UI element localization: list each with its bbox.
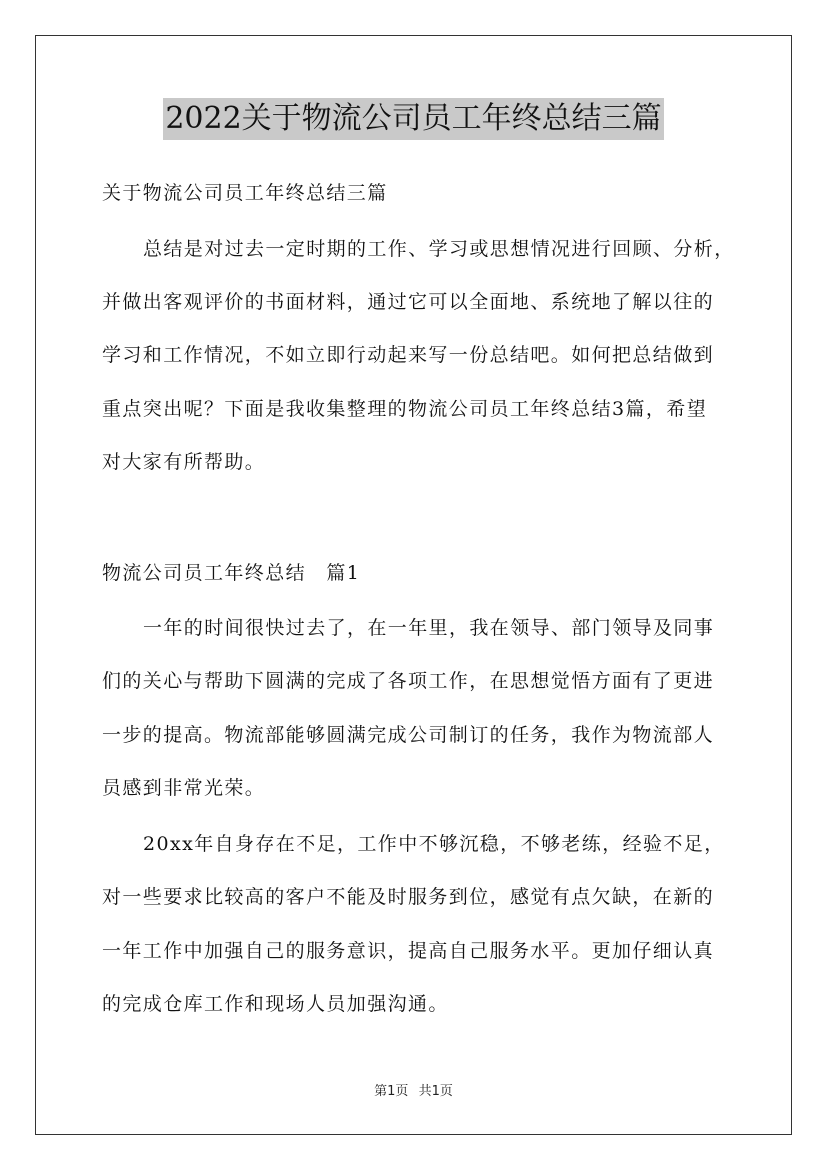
document-subtitle: 关于物流公司员工年终总结三篇	[102, 182, 388, 204]
intro-line-4: 重点突出呢？下面是我收集整理的物流公司员工年终总结3篇，希望	[102, 398, 708, 420]
para2-line-1: 20xx年自身存在不足，工作中不够沉稳，不够老练，经验不足，	[143, 833, 725, 855]
title-container	[0, 98, 827, 140]
para1-line-2: 们的关心与帮助下圆满的完成了各项工作，在思想觉悟方面有了更进	[102, 670, 715, 692]
para2-line-2: 对一些要求比较高的客户不能及时服务到位，感觉有点欠缺，在新的	[102, 886, 715, 908]
page-footer	[0, 1084, 827, 1100]
para2-line-3: 一年工作中加强自己的服务意识，提高自己服务水平。更加仔细认真	[102, 940, 715, 962]
document-title: 2022关于物流公司员工年终总结三篇	[163, 98, 663, 140]
page-total: 共1页	[418, 1084, 453, 1099]
para1-line-3: 一步的提高。物流部能够圆满完成公司制订的任务，我作为物流部人	[102, 724, 715, 746]
intro-line-3: 学习和工作情况，不如立即行动起来写一份总结吧。如何把总结做到	[102, 344, 715, 366]
page-number: 第1页	[374, 1084, 409, 1099]
para1-line-4: 员感到非常光荣。	[102, 777, 266, 799]
intro-line-1: 总结是对过去一定时期的工作、学习或思想情况进行回顾、分析，	[143, 238, 735, 260]
para2-line-4: 的完成仓库工作和现场人员加强沟通。	[102, 993, 449, 1015]
intro-line-5: 对大家有所帮助。	[102, 451, 266, 473]
intro-line-2: 并做出客观评价的书面材料，通过它可以全面地、系统地了解以往的	[102, 291, 715, 313]
para1-line-1: 一年的时间很快过去了，在一年里，我在领导、部门领导及同事	[143, 617, 715, 639]
section-heading: 物流公司员工年终总结 篇1	[102, 562, 361, 584]
